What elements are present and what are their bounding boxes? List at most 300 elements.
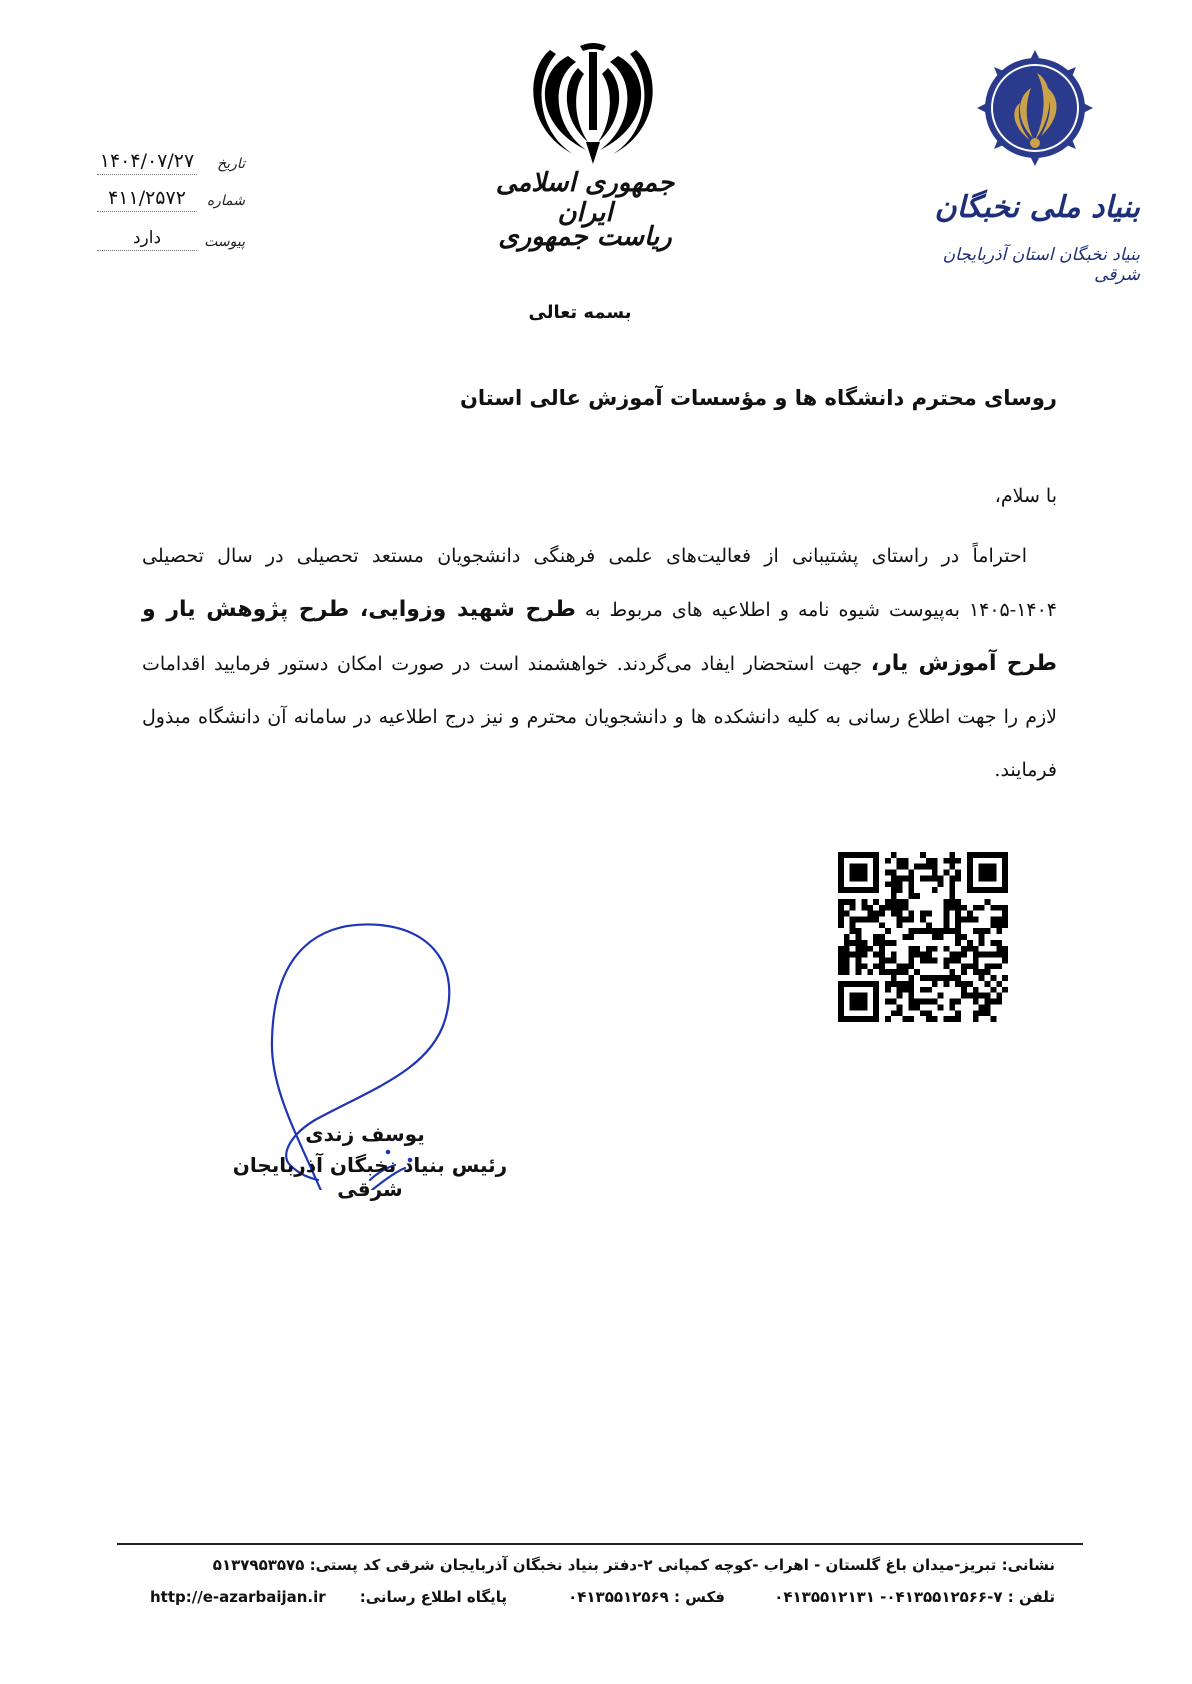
qr-module	[902, 934, 908, 940]
qr-module	[944, 916, 950, 922]
qr-module	[908, 987, 914, 993]
qr-module	[850, 952, 856, 958]
footer-contact	[150, 1588, 1055, 1612]
qr-module	[838, 899, 844, 905]
qr-module	[838, 946, 844, 952]
qr-module	[932, 958, 938, 964]
qr-module	[973, 969, 979, 975]
qr-module	[961, 993, 967, 999]
qr-module	[979, 969, 985, 975]
qr-module	[955, 999, 961, 1005]
qr-module	[955, 981, 961, 987]
qr-module	[961, 946, 967, 952]
qr-module	[949, 928, 955, 934]
qr-module	[885, 858, 891, 864]
qr-module	[979, 864, 997, 882]
qr-module	[979, 952, 985, 958]
qr-module	[949, 905, 955, 911]
qr-module	[961, 905, 967, 911]
qr-module	[902, 858, 908, 864]
qr-module	[990, 963, 996, 969]
qr-module	[861, 899, 867, 905]
qr-module	[850, 864, 868, 882]
qr-module	[908, 975, 914, 981]
qr-module	[920, 1010, 926, 1016]
qr-module	[973, 916, 979, 922]
qr-module	[844, 946, 850, 952]
number-label: شماره	[206, 193, 245, 209]
qr-module	[920, 875, 926, 881]
qr-module	[932, 858, 938, 864]
qr-module	[838, 905, 844, 911]
qr-module	[902, 987, 908, 993]
qr-module	[949, 899, 955, 905]
qr-module	[955, 940, 961, 946]
qr-module	[879, 922, 885, 928]
qr-module	[1002, 905, 1008, 911]
qr-module	[885, 987, 891, 993]
qr-module	[926, 875, 932, 881]
qr-module	[926, 958, 932, 964]
qr-module	[856, 969, 862, 975]
qr-module	[920, 952, 926, 958]
qr-module	[996, 952, 1002, 958]
qr-module	[926, 1016, 932, 1022]
qr-module	[920, 958, 926, 964]
qr-module	[926, 975, 932, 981]
qr-module	[879, 946, 885, 952]
qr-module	[944, 1016, 950, 1022]
qr-module	[944, 870, 950, 876]
qr-module	[985, 1010, 991, 1016]
qr-module	[1002, 952, 1008, 958]
qr-module	[926, 1010, 932, 1016]
qr-module	[891, 899, 897, 905]
qr-module	[891, 940, 897, 946]
qr-module	[949, 999, 955, 1005]
qr-code[interactable]	[838, 852, 1008, 1022]
qr-module	[944, 905, 950, 911]
qr-module	[861, 940, 867, 946]
qr-module	[985, 969, 991, 975]
basmala: بسمه تعالی	[528, 302, 632, 323]
qr-module	[902, 875, 908, 881]
qr-module	[885, 870, 891, 876]
qr-module	[985, 999, 991, 1005]
qr-module	[979, 934, 985, 940]
qr-module	[932, 981, 938, 987]
qr-module	[955, 870, 961, 876]
qr-module	[938, 1004, 944, 1010]
qr-module	[996, 963, 1002, 969]
qr-module	[885, 928, 891, 934]
letter-attachment	[95, 228, 245, 258]
qr-module	[861, 916, 867, 922]
qr-module	[908, 893, 914, 899]
qr-module	[932, 875, 938, 881]
qr-module	[967, 963, 973, 969]
qr-module	[961, 969, 967, 975]
qr-module	[961, 952, 967, 958]
qr-module	[967, 981, 973, 987]
qr-module	[902, 864, 908, 870]
qr-module	[979, 928, 985, 934]
qr-module	[961, 934, 967, 940]
qr-module	[990, 999, 996, 1005]
qr-module	[932, 864, 938, 870]
qr-module	[908, 952, 914, 958]
qr-module	[838, 969, 844, 975]
qr-module	[990, 987, 996, 993]
qr-module	[891, 887, 897, 893]
qr-module	[955, 958, 961, 964]
qr-module	[902, 916, 908, 922]
qr-module	[897, 993, 903, 999]
qr-module	[938, 928, 944, 934]
qr-module	[955, 1016, 961, 1022]
qr-module	[973, 987, 979, 993]
qr-module	[897, 1010, 903, 1016]
qr-module	[944, 922, 950, 928]
qr-module	[955, 875, 961, 881]
qr-module	[908, 1004, 914, 1010]
qr-module	[996, 999, 1002, 1005]
qr-module	[844, 958, 850, 964]
qr-module	[897, 987, 903, 993]
qr-module	[955, 928, 961, 934]
qr-module	[885, 899, 891, 905]
qr-module	[838, 958, 844, 964]
qr-module	[973, 1016, 979, 1022]
qr-module	[932, 887, 938, 893]
qr-module	[891, 893, 897, 899]
qr-module	[932, 934, 938, 940]
qr-module	[844, 911, 850, 917]
qr-module	[885, 881, 891, 887]
body-highlighted-programs: طرح شهید وزوایی، طرح پژوهش یار و طرح آموزش یار،	[142, 597, 1057, 676]
qr-module	[867, 916, 873, 922]
qr-module	[973, 999, 979, 1005]
date-label: تاریخ	[217, 156, 245, 172]
qr-module	[902, 963, 908, 969]
qr-module	[856, 963, 862, 969]
qr-module	[949, 1004, 955, 1010]
qr-module	[955, 1010, 961, 1016]
qr-module	[908, 1016, 914, 1022]
qr-module	[897, 899, 903, 905]
qr-module	[979, 1010, 985, 1016]
emblem-subtitle: ریاست جمهوری	[498, 222, 672, 252]
qr-module	[856, 940, 862, 946]
qr-module	[967, 940, 973, 946]
qr-module	[891, 999, 897, 1005]
qr-module	[844, 952, 850, 958]
qr-module	[996, 946, 1002, 952]
qr-module	[967, 946, 973, 952]
qr-module	[897, 911, 903, 917]
qr-module	[961, 981, 967, 987]
qr-module	[861, 946, 867, 952]
footer-website-link[interactable]: http://e-azarbaijan.ir	[150, 1588, 326, 1606]
qr-module	[1002, 911, 1008, 917]
qr-module	[879, 940, 885, 946]
qr-module	[844, 963, 850, 969]
qr-module	[908, 875, 914, 881]
qr-module	[932, 946, 938, 952]
qr-module	[996, 916, 1002, 922]
foundation-subtitle: بنیاد نخبگان استان آذربایجان شرقی	[942, 245, 1140, 285]
qr-module	[944, 958, 950, 964]
qr-module	[967, 993, 973, 999]
qr-module	[920, 852, 926, 858]
qr-module	[949, 969, 955, 975]
letter-number	[95, 187, 245, 217]
qr-module	[914, 999, 920, 1005]
qr-module	[990, 905, 996, 911]
qr-module	[990, 940, 996, 946]
qr-module	[990, 916, 996, 922]
qr-module	[891, 1010, 897, 1016]
qr-module	[838, 952, 844, 958]
qr-module	[902, 969, 908, 975]
qr-module	[926, 946, 932, 952]
qr-module	[973, 1010, 979, 1016]
greeting: با سلام،	[994, 485, 1057, 507]
signer-name: یوسف زندی	[305, 1122, 425, 1146]
qr-module	[979, 993, 985, 999]
qr-module	[926, 987, 932, 993]
qr-module	[1002, 987, 1008, 993]
qr-module	[902, 1016, 908, 1022]
qr-module	[985, 952, 991, 958]
qr-module	[891, 911, 897, 917]
letter-body	[142, 530, 1057, 797]
qr-module	[885, 981, 891, 987]
qr-module	[891, 852, 897, 858]
qr-module	[838, 911, 844, 917]
qr-module	[979, 905, 985, 911]
qr-module	[914, 864, 920, 870]
qr-module	[920, 987, 926, 993]
qr-module	[861, 963, 867, 969]
qr-module	[873, 916, 879, 922]
qr-module	[873, 963, 879, 969]
qr-module	[990, 922, 996, 928]
qr-module	[873, 934, 879, 940]
qr-module	[897, 922, 903, 928]
qr-module	[908, 934, 914, 940]
qr-module	[973, 928, 979, 934]
qr-module	[944, 911, 950, 917]
qr-module	[908, 916, 914, 922]
qr-module	[885, 1016, 891, 1022]
qr-module	[949, 864, 955, 870]
qr-module	[996, 981, 1002, 987]
qr-module	[955, 916, 961, 922]
qr-module	[914, 946, 920, 952]
qr-module	[955, 858, 961, 864]
footer-address: نشانی: تبریز-میدان باغ گلستان - اهراب -کوچه کمپانی ۲-دفتر بنیاد نخبگان آذربایجان شرقی کد پستی: ۵۱۳۷۹۵۳۵۷۵	[212, 1556, 1055, 1574]
qr-module	[944, 963, 950, 969]
qr-module	[949, 887, 955, 893]
qr-module	[897, 969, 903, 975]
qr-module	[850, 940, 856, 946]
qr-module	[949, 881, 955, 887]
qr-module	[908, 993, 914, 999]
qr-module	[867, 905, 873, 911]
qr-module	[856, 916, 862, 922]
qr-module	[908, 911, 914, 917]
qr-module	[961, 916, 967, 922]
qr-module	[955, 911, 961, 917]
qr-module	[879, 952, 885, 958]
qr-module	[891, 981, 897, 987]
letter-date	[95, 150, 245, 180]
qr-module	[914, 928, 920, 934]
qr-module	[949, 975, 955, 981]
qr-module	[914, 952, 920, 958]
qr-module	[902, 905, 908, 911]
qr-module	[873, 911, 879, 917]
qr-module	[973, 958, 979, 964]
qr-module	[891, 870, 897, 876]
qr-module	[949, 852, 955, 858]
signer-title: رئیس بنیاد نخبگان آذربایجان شرقی	[232, 1153, 508, 1201]
qr-module	[873, 940, 879, 946]
body-text-part1: احتراماً در راستای پشتیبانی از فعالیت‌های علمی فرهنگی دانشجویان مستعد تحصیلی در سال تحصیلی ۱۴۰۴-۱۴۰۵ به‌پیوست شیوه نامه و اطلاعیه های مربوط به	[142, 545, 1058, 621]
qr-module	[973, 952, 979, 958]
qr-module	[879, 969, 885, 975]
qr-module	[897, 963, 903, 969]
qr-module	[920, 864, 926, 870]
footer-divider	[117, 1543, 1083, 1545]
qr-module	[938, 975, 944, 981]
qr-module	[926, 922, 932, 928]
footer-phone: تلفن : ۷-۰۴۱۳۵۵۱۲۵۶۶- ۰۴۱۳۵۵۱۲۱۳۱	[774, 1588, 1055, 1606]
qr-module	[850, 916, 856, 922]
qr-module	[920, 999, 926, 1005]
qr-module	[850, 905, 856, 911]
qr-module	[932, 928, 938, 934]
qr-module	[856, 952, 862, 958]
iran-emblem-icon	[528, 42, 658, 167]
qr-module	[944, 928, 950, 934]
qr-module	[961, 963, 967, 969]
qr-module	[838, 916, 844, 922]
qr-module	[996, 940, 1002, 946]
attachment-label: پیوست	[204, 234, 245, 250]
qr-module	[908, 928, 914, 934]
qr-module	[879, 963, 885, 969]
qr-module	[949, 958, 955, 964]
qr-module	[938, 875, 944, 881]
qr-module	[885, 905, 891, 911]
qr-module	[967, 911, 973, 917]
qr-module	[955, 975, 961, 981]
qr-module	[1002, 916, 1008, 922]
qr-module	[908, 999, 914, 1005]
qr-module	[996, 922, 1002, 928]
qr-module	[897, 916, 903, 922]
qr-module	[856, 958, 862, 964]
qr-module	[908, 981, 914, 987]
qr-module	[926, 999, 932, 1005]
qr-module	[926, 911, 932, 917]
qr-module	[897, 858, 903, 864]
qr-module	[856, 934, 862, 940]
qr-module	[932, 1016, 938, 1022]
qr-module	[885, 958, 891, 964]
body-text-part2: جهت استحضار ایفاد می‌گردند. خواهشمند است در صورت امکان دستور فرمایید اقدامات لازم را جهت اطلاع رسانی به کلیه دانشکده ها و دانشجویان محترم و نیز درج اطلاعیه در سامانه آن دانشگاه مبذول فرمایند.	[142, 653, 1057, 781]
qr-module	[955, 922, 961, 928]
qr-module	[944, 899, 950, 905]
qr-module	[897, 1004, 903, 1010]
qr-module	[973, 946, 979, 952]
qr-module	[861, 952, 867, 958]
qr-module	[914, 1004, 920, 1010]
qr-module	[990, 1016, 996, 1022]
qr-module	[850, 922, 856, 928]
qr-module	[908, 881, 914, 887]
qr-module	[944, 975, 950, 981]
qr-module	[944, 981, 950, 987]
qr-module	[1002, 975, 1008, 981]
qr-module	[908, 946, 914, 952]
qr-module	[879, 934, 885, 940]
qr-module	[914, 893, 920, 899]
attachment-value: دارد	[97, 228, 197, 251]
number-value: ۴۱۱/۲۵۷۲	[97, 187, 197, 212]
qr-module	[844, 940, 850, 946]
qr-module	[867, 946, 873, 952]
qr-module	[920, 916, 926, 922]
qr-module	[985, 981, 991, 987]
recipient: روسای محترم دانشگاه ها و مؤسسات آموزش عالی استان	[459, 386, 1057, 410]
qr-module	[891, 969, 897, 975]
qr-module	[949, 893, 955, 899]
qr-module	[926, 864, 932, 870]
qr-module	[973, 993, 979, 999]
qr-module	[955, 934, 961, 940]
qr-module	[891, 875, 897, 881]
qr-module	[949, 875, 955, 881]
qr-module	[985, 963, 991, 969]
qr-module	[938, 993, 944, 999]
qr-module	[897, 905, 903, 911]
qr-module	[838, 963, 844, 969]
qr-module	[1002, 958, 1008, 964]
qr-module	[838, 922, 844, 928]
qr-module	[856, 946, 862, 952]
qr-module	[990, 975, 996, 981]
qr-module	[955, 952, 961, 958]
qr-module	[891, 952, 897, 958]
qr-module	[908, 870, 914, 876]
date-value: ۱۴۰۴/۰۷/۲۷	[97, 150, 197, 175]
qr-module	[891, 958, 897, 964]
qr-module	[955, 905, 961, 911]
qr-module	[979, 1004, 985, 1010]
qr-module	[938, 881, 944, 887]
qr-module	[891, 975, 897, 981]
qr-module	[850, 993, 868, 1011]
qr-module	[920, 975, 926, 981]
qr-module	[926, 952, 932, 958]
qr-module	[897, 864, 903, 870]
qr-module	[879, 911, 885, 917]
qr-module	[949, 1016, 955, 1022]
qr-module	[902, 899, 908, 905]
